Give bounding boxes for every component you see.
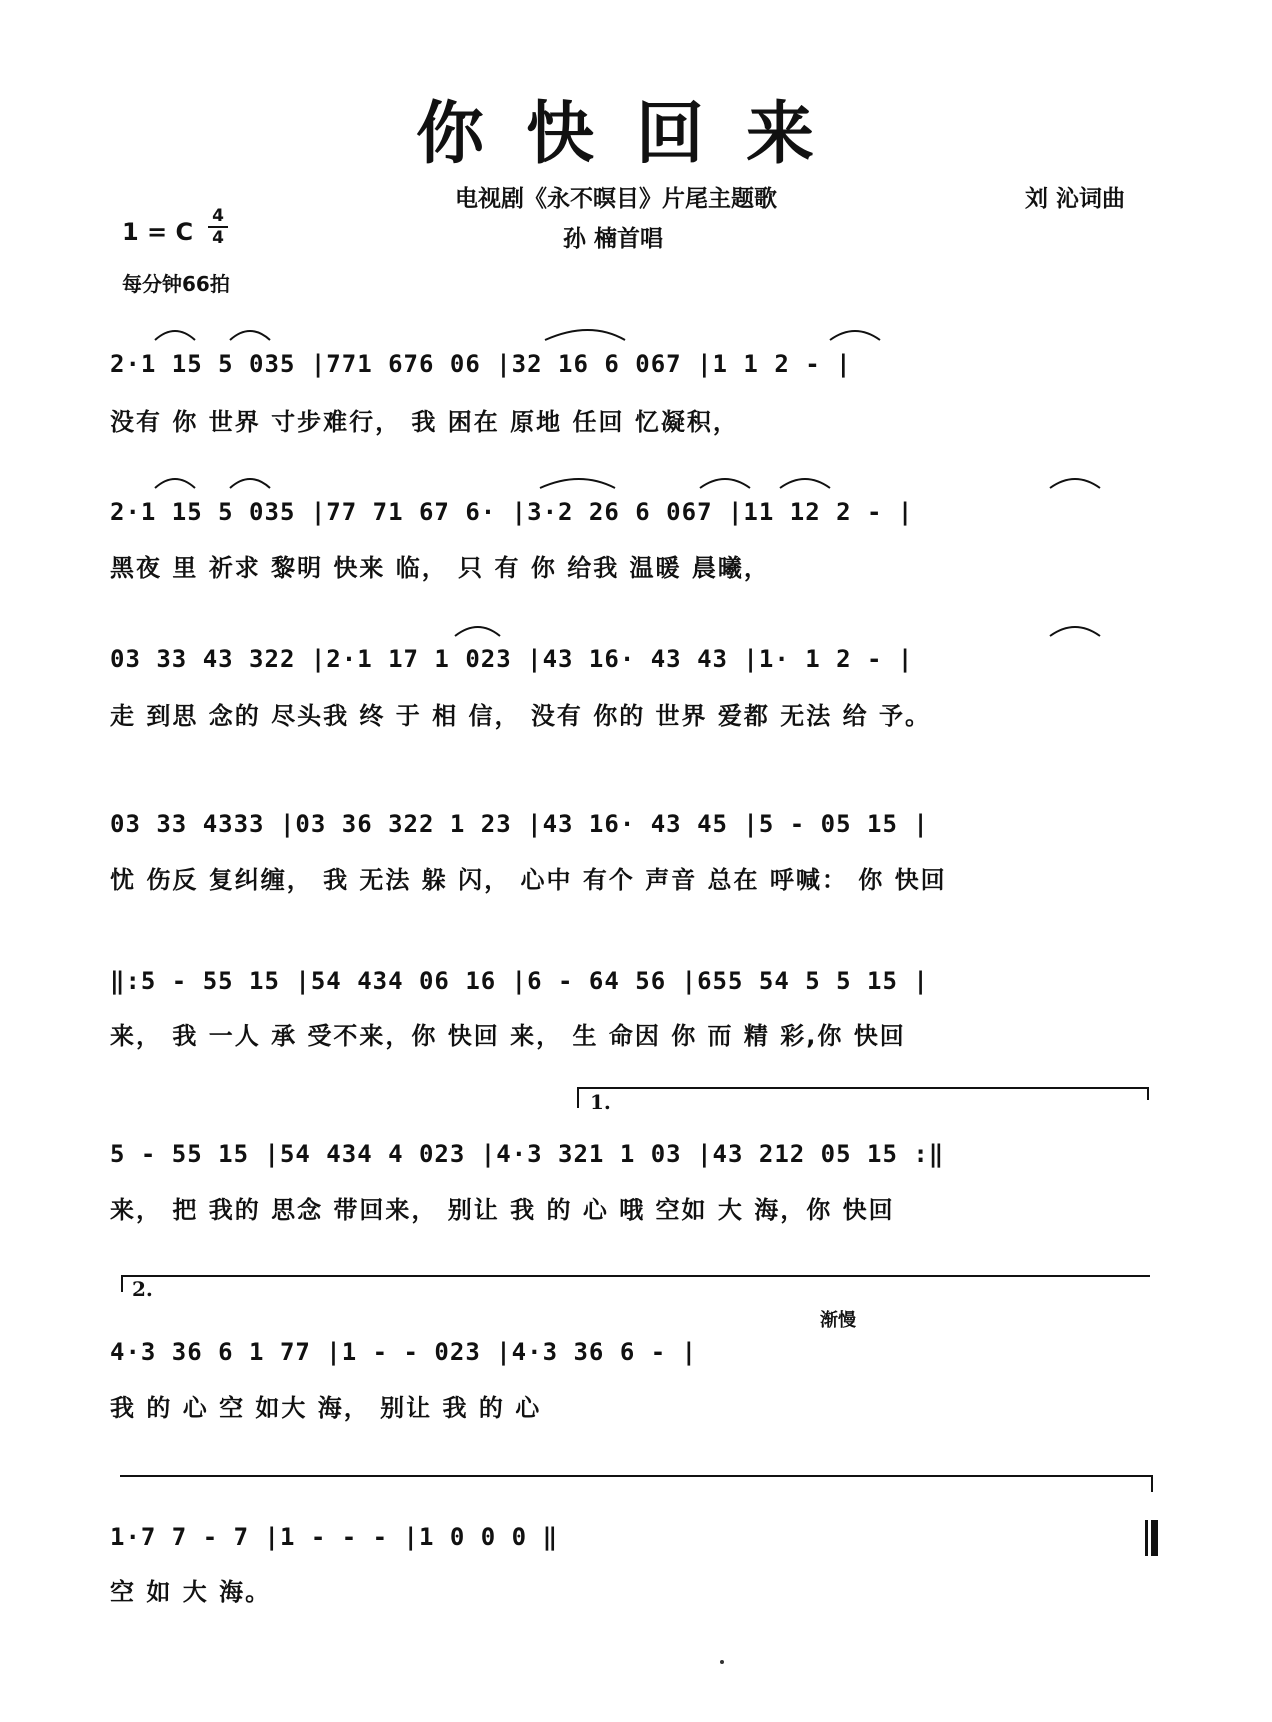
ritardando-marking: 渐慢 <box>820 1310 856 1331</box>
tempo-marking: 每分钟66拍 <box>122 272 230 296</box>
page-dot <box>720 1660 724 1664</box>
slur <box>780 479 830 488</box>
staff-5-notes: ‖:5 - 55 15 |54 434 06 16 |6 - 64 56 |655 54 5 5 15 | <box>110 967 929 995</box>
staff-3-lyrics: 走 到思 念的 尽头我 终 于 相 信， 没有 你的 世界 爱都 无法 给 予。 <box>110 702 931 730</box>
volta-2-label: 2. <box>132 1277 153 1301</box>
staff-6-notes: 5 - 55 15 |54 434 4 023 |4·3 321 1 03 |43 212 05 15 :‖ <box>110 1140 945 1168</box>
staff-4-lyrics: 忧 伤反 复纠缠， 我 无法 躲 闪， 心中 有个 声音 总在 呼喊： 你 快回 <box>110 866 947 894</box>
slur <box>700 479 750 488</box>
slur <box>155 479 195 488</box>
slur <box>230 479 270 488</box>
volta-1-label: 1. <box>590 1090 611 1114</box>
staff-1-lyrics: 没有 你 世界 寸步难行， 我 困在 原地 任回 忆凝积， <box>110 408 739 436</box>
staff-7-lyrics: 我 的 心 空 如大 海， 别让 我 的 心 <box>110 1394 542 1422</box>
slur <box>1050 479 1100 488</box>
final-barline-thick <box>1151 1520 1158 1556</box>
staff-1-notes: 2·1 15 5 035 |771 676 06 |32 16 6 067 |1 1 2 - | <box>110 350 852 378</box>
subtitle: 电视剧《永不暝目》片尾主题歌 <box>455 185 777 212</box>
composer-credit: 刘 沁词曲 <box>1025 185 1126 212</box>
staff-2-lyrics: 黑夜 里 祈求 黎明 快来 临， 只 有 你 给我 温暖 晨曦， <box>110 554 770 582</box>
song-title: 你快回来 <box>415 94 856 174</box>
slur <box>155 331 195 340</box>
slur <box>540 479 615 488</box>
continuation-rule <box>120 1476 1152 1492</box>
volta-1-bracket <box>578 1088 1148 1108</box>
staff-8-notes: 1·7 7 - 7 |1 - - - |1 0 0 0 ‖ <box>110 1523 559 1551</box>
slur <box>455 627 500 636</box>
staff-2-notes: 2·1 15 5 035 |77 71 67 6· |3·2 26 6 067 |11 12 2 - | <box>110 498 914 526</box>
final-barline-thin <box>1145 1520 1148 1556</box>
staff-6-lyrics: 来， 把 我的 思念 带回来， 别让 我 的 心 哦 空如 大 海，你 快回 <box>110 1196 895 1224</box>
staff-8-lyrics: 空 如 大 海。 <box>110 1578 272 1606</box>
staff-7-notes: 4·3 36 6 1 77 |1 - - 023 |4·3 36 6 - | <box>110 1338 698 1366</box>
volta-2-bracket <box>122 1276 1150 1292</box>
slur <box>830 331 880 340</box>
key-signature: 1 = C <box>122 218 194 246</box>
staff-3-notes: 03 33 43 322 |2·1 17 1 023 |43 16· 43 43 |1· 1 2 - | <box>110 645 914 673</box>
time-signature-top: 4 <box>212 206 224 226</box>
slur <box>230 331 270 340</box>
staff-5-lyrics: 来， 我 一人 承 受不来，你 快回 来， 生 命因 你 而 精 彩,你 快回 <box>110 1022 906 1050</box>
time-signature-bottom: 4 <box>212 228 224 248</box>
singer-credit: 孙 楠首唱 <box>563 225 664 252</box>
slur <box>545 330 625 340</box>
staff-4-notes: 03 33 4333 |03 36 322 1 23 |43 16· 43 45 |5 - 05 15 | <box>110 810 929 838</box>
slur <box>1050 627 1100 636</box>
